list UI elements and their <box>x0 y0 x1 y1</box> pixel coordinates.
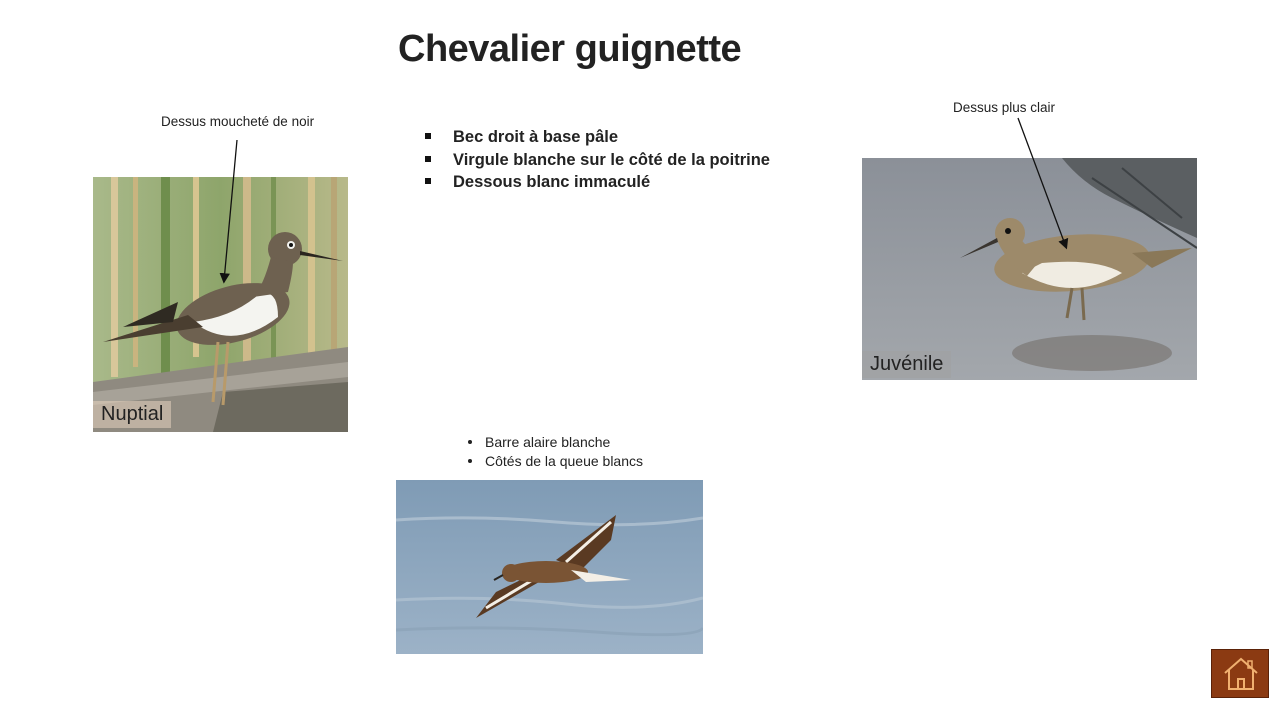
house-icon <box>1222 655 1260 693</box>
juvenile-label: Juvénile <box>862 351 951 378</box>
nuptial-photo <box>93 177 348 432</box>
flight-photo <box>396 480 703 654</box>
juvenile-photo <box>862 158 1197 380</box>
juvenile-annotation: Dessus plus clair <box>953 100 1056 115</box>
feature-item: Virgule blanche sur le côté de la poitrine <box>424 149 770 172</box>
feature-list <box>424 126 770 194</box>
home-button[interactable] <box>1211 649 1269 698</box>
nuptial-annotation: Dessus moucheté de noir <box>161 114 315 129</box>
flight-notes <box>467 433 643 471</box>
feature-item: Bec droit à base pâle <box>424 126 770 149</box>
nuptial-bird-image <box>93 177 348 432</box>
juvenile-bird-image <box>862 158 1197 380</box>
flight-bird-image <box>396 480 703 654</box>
nuptial-label: Nuptial <box>93 401 171 428</box>
flight-note: Côtés de la queue blancs <box>467 452 643 471</box>
flight-note: Barre alaire blanche <box>467 433 643 452</box>
page-title: Chevalier guignette <box>398 28 742 70</box>
feature-item: Dessous blanc immaculé <box>424 171 770 194</box>
